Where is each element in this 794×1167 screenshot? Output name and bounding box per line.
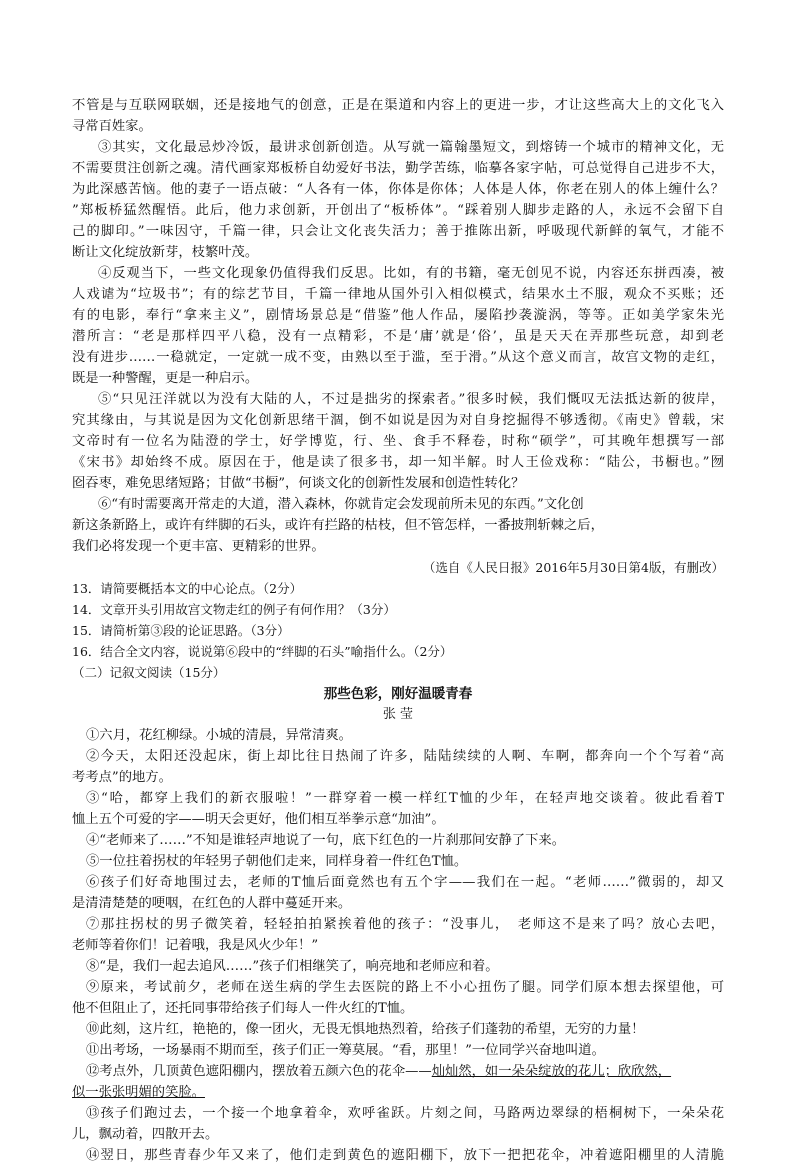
text-segment: ⑫考点外，几顶黄色遮阳棚内，摆放着五颜六色的花伞—— — [86, 1064, 432, 1079]
article-title: 那些色彩，刚好温暖青春 — [323, 686, 473, 702]
text-line: 老师等着你们！记着哦，我是风火少年！” — [72, 938, 319, 953]
text-line: 不管是与互联网联姻，还是接地气的创意，正是在渠道和内容上的更进一步，才让这些高大上的文化飞入 — [72, 98, 724, 113]
question-14: 14．文章开头引用故宫文物走红的例子有何作用？（3分） — [72, 602, 396, 617]
text-line: 潜所言：“老是那样四平八稳，没有一点精彩，不是‘庸’就是‘俗’，虽是天天在弄那些玩意，却到老 — [72, 329, 724, 344]
text-line: 文帝时有一位名为陆澄的学士，好学博览，行、坐、食手不释卷，时称“硕学”，可其晚年想撰写一部 — [72, 434, 724, 449]
text-line: 人戏谑为“垃圾书”；有的综艺节目，千篇一律地从国外引入相似模式，结果水土不服，观众不买账；还 — [72, 287, 724, 302]
text-line: ⑤“只见汪洋就以为没有大陆的人，不过是拙劣的探索者。”很多时候，我们慨叹无法抵达新的彼岸， — [98, 392, 724, 407]
text-line — [86, 1061, 724, 1083]
underlined-phrase: 似一张张明媚的笑脸。 — [72, 1085, 205, 1100]
text-line: ⑩此刻，这片红，艳艳的，像一团火，无畏无惧地热烈着，给孩子们蓬勃的希望，无穷的力量！ — [86, 1022, 645, 1037]
text-line — [72, 1082, 724, 1104]
text-line: ⑤一位拄着拐杖的年轻男子朝他们走来，同样身着一件红色T恤。 — [86, 854, 468, 869]
text-line: ⑧“是，我们一起去追风……”孩子们相继笑了，响亮地和老师应和着。 — [86, 959, 499, 974]
text-line: ④反观当下，一些文化现象仍值得我们反思。比如，有的书籍，毫无创见不说，内容还东拼西凑，被 — [98, 266, 724, 281]
text-line: 没有进步……一稳就定，一定就一成不变，由熟以至于滥，至于滑。”从这个意义而言，故宫文物的走红， — [72, 350, 724, 365]
text-line: 既是一种警醒，更是一种启示。 — [72, 371, 259, 386]
text-line: 他不但阻止了，还托同事带给孩子们每人一件火红的T恤。 — [72, 1001, 414, 1016]
article-author: 张 莹 — [382, 707, 414, 722]
text-line: 囵吞枣，难免思绪短路；甘做“书橱”，何谈文化的创新性发展和创造性转化？ — [72, 476, 525, 491]
text-line: ⑬孩子们跑过去，一个接一个地拿着伞，欢呼雀跃。片刻之间，马路两边翠绿的梧桐树下，一朵朵花 — [86, 1106, 724, 1121]
underlined-phrase: 灿灿然，如一朵朵绽放的花儿；欣欣然， — [431, 1064, 672, 1079]
text-line: ④“老师来了……”不知是谁轻声地说了一句，底下红色的一片刹那间安静了下来。 — [86, 833, 565, 848]
text-line: ③其实，文化最忌炒冷饭，最讲求创新创造。从写就一篇翰墨短文，到熔铸一个城市的精神文化，无 — [98, 140, 724, 155]
question-13: 13．请简要概括本文的中心论点。（2分） — [72, 581, 303, 596]
text-line: ③“哈，都穿上我们的新衣服啦！”一群穿着一模一样红T恤的少年，在轻声地交谈着。彼此看着T — [86, 791, 724, 806]
text-line: ”郑板桥猛然醒悟。此后，他力求创新，开创出了“板桥体”。“踩着别人脚步走路的人，永远不会留下自 — [72, 203, 724, 218]
text-line: ⑦那拄拐杖的男子微笑着，轻轻拍拍紧挨着他的孩子：“没事儿， 老师这不是来了吗？放心去吧， — [86, 917, 724, 932]
text-line: 新这条新路上，或许有绊脚的石头，或许有拦路的枯枝，但不管怎样，一番披荆斩棘之后， — [72, 518, 604, 533]
text-line: 究其缘由，与其说是因为文化创新思绪干涸，倒不如说是因为对自身挖掘得不够透彻。《南史》曾载，宋 — [72, 413, 724, 428]
text-line: 己的脚印。”一味因守，千篇一律，只会让文化丧失活力；善于推陈出新，呼吸现代新鲜的氧气，才能不 — [72, 224, 724, 239]
text-line: 不需要贯注创新之魂。清代画家郑板桥自幼爱好书法，勤学苦练，临摹各家字帖，可总觉得自己进步不大， — [72, 161, 724, 176]
text-line: ⑭翌日，那些青春少年又来了，他们走到黄色的遮阳棚下，放下一把把花伞，冲着遮阳棚里的人清脆 — [86, 1148, 724, 1163]
section-heading: （二）记叙文阅读（15分） — [72, 665, 226, 680]
text-line: ⑥孩子们好奇地围过去，老师的T恤后面竟然也有五个字——我们在一起。“老师……”微弱的，却又 — [86, 875, 724, 890]
text-line: ⑪出考场，一场暴雨不期而至，孩子们正一筹莫展。“看，那里！”一位同学兴奋地叫道。 — [86, 1043, 605, 1058]
text-line: ②今天，太阳还没起床，街上却比往日热闹了许多，陆陆续续的人啊、车啊，都奔向一个个写着“高 — [86, 749, 724, 764]
text-line: 《宋书》却始终不成。原因在于，他是读了很多书，却一知半解。时人王俭戏称：“陆公，书橱也。”囫 — [72, 455, 724, 470]
text-line: 考考点”的地方。 — [72, 770, 172, 785]
text-line: ⑥“有时需要离开常走的大道，潜入森林，你就肯定会发现前所未见的东西。”文化创 — [98, 497, 584, 512]
question-16: 16．结合全文内容，说说第⑥段中的“绊脚的石头”喻指什么。（2分） — [72, 644, 453, 659]
text-line: 恤上五个可爱的字——明天会更好，他们相互举拳示意“加油”。 — [72, 812, 445, 827]
text-line: 儿，飘动着，四散开去。 — [72, 1127, 219, 1142]
text-line: 为此深感苦恼。他的妻子一语点破：“人各有一体，你体是你体；人体是人体，你老在别人的体上缠什么？ — [72, 182, 724, 197]
text-line: 我们必将发现一个更丰富、更精彩的世界。 — [72, 539, 325, 554]
question-15: 15．请简析第③段的论证思路。（3分） — [72, 623, 290, 638]
text-line: 有的电影，奉行“拿来主义”，剧情场景总是“借鉴”他人作品，屡陷抄袭漩涡，等等。正如美学家朱光 — [72, 308, 724, 323]
text-line: 寻常百姓家。 — [72, 119, 152, 134]
source-note: （选自《人民日报》2016年5月30日第4版，有删改） — [422, 560, 724, 575]
text-line: 断让文化绽放新芽，枝繁叶茂。 — [72, 245, 259, 260]
text-line: ⑨原来，考试前夕，老师在送生病的学生去医院的路上不小心扭伤了腿。同学们原本想去探望他，可 — [86, 980, 724, 995]
text-line: ①六月，花红柳绿。小城的清晨，异常清爽。 — [86, 728, 352, 743]
text-line: 是清清楚楚的哽咽，在红色的人群中蔓延开来。 — [72, 896, 352, 911]
